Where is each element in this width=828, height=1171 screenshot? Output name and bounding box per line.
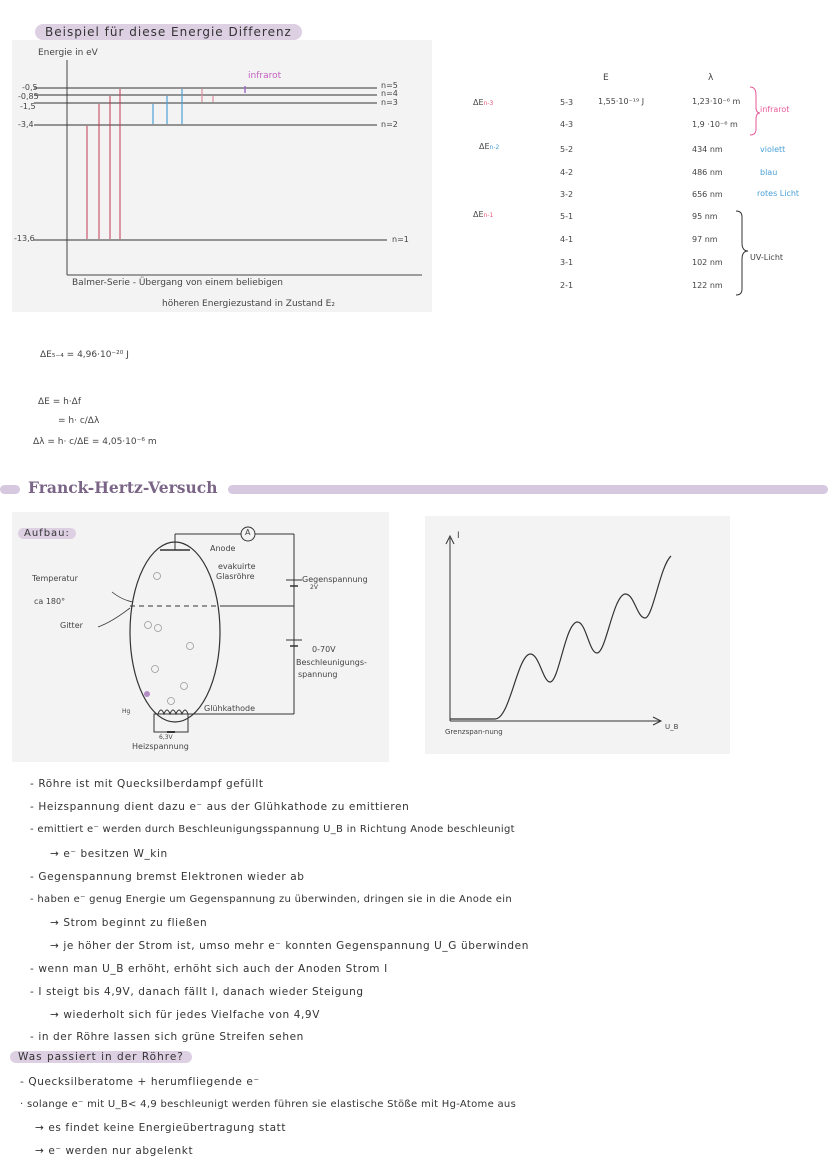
level-value-4: -0,85 (18, 92, 39, 101)
answer-line-3: → e⁻ werden nur abgelenkt (35, 1145, 194, 1157)
glass-tube (130, 542, 220, 722)
row-transition-3: 4-2 (560, 168, 574, 177)
row-transition-0: 5-3 (560, 98, 574, 107)
row-lambda-4: 656 nm (692, 190, 723, 199)
note-line-6: → Strom beginnt zu fließen (50, 917, 208, 929)
row-lambda-5: 95 nm (692, 212, 718, 221)
accel-voltage-label-1: 0-70V (312, 645, 336, 654)
setup-panel (12, 512, 389, 762)
row-lambda-2: 434 nm (692, 145, 723, 154)
note-line-11: - in der Röhre lassen sich grüne Streifen sehen (30, 1031, 304, 1043)
ammeter-label: A (245, 528, 251, 537)
chart-y-label: I (457, 531, 460, 541)
formula-2: ΔE = h·Δf (38, 397, 81, 407)
level-label-3: n=3 (381, 98, 398, 107)
energy-axis-label: Energie in eV (38, 48, 98, 58)
row-lambda-3: 486 nm (692, 168, 723, 177)
infrared-bracket (750, 87, 760, 135)
counter-voltage-label: Gegenspannung (302, 575, 368, 584)
note-line-8: - wenn man U_B erhöht, erhöht sich auch der Anoden Strom I (30, 963, 388, 975)
group-label-n3: ΔEn-3 (473, 98, 494, 107)
note-uv-licht: UV-Licht (750, 253, 784, 262)
level-value-2: -3,4 (18, 120, 34, 129)
mercury-label: Hg (122, 708, 131, 715)
answer-line-0: - Quecksilberatome + herumfliegende e⁻ (20, 1076, 260, 1088)
chart-x-label: U_B (665, 723, 679, 731)
row-lambda-0: 1,23·10⁻⁶ m (692, 97, 741, 106)
level-label-5: n=5 (381, 81, 398, 90)
electron-3 (155, 625, 162, 632)
row-lambda-1: 1,9 ·10⁻⁶ m (692, 120, 738, 129)
row-transition-7: 3-1 (560, 258, 574, 267)
question-heading: Was passiert in der Röhre? (10, 1051, 192, 1063)
note-rotes-licht: rotes Licht (757, 189, 800, 198)
note-line-2: - emittiert e⁻ werden durch Beschleunigungsspannung U_B in Richtung Anode beschleunigt (30, 824, 515, 835)
heater-value: 6,3V (159, 734, 173, 741)
row-energy-0: 1,55·10⁻¹⁹ J (598, 97, 645, 106)
group-label-n1: ΔEn-1 (473, 210, 494, 219)
note-line-10: → wiederholt sich für jedes Vielfache von 4,9V (50, 1009, 320, 1021)
note-infrared: infrarot (760, 105, 790, 114)
temperature-label-1: Temperatur (32, 574, 78, 583)
mercury-atom (144, 691, 150, 697)
level-value-5: -0,5 (22, 83, 38, 92)
note-blau: blau (760, 168, 778, 177)
note-line-5: - haben e⁻ genug Energie um Gegenspannung zu überwinden, dringen sie in die Anode ein (30, 894, 512, 905)
answer-line-1: · solange e⁻ mit U_B< 4,9 beschleunigt werden führen sie elastische Stöße mit Hg-Atome aus (20, 1099, 517, 1110)
note-line-0: - Röhre ist mit Quecksilberdampf gefüllt (30, 778, 264, 790)
formula-4: Δλ = h· c/ΔE = 4,05·10⁻⁶ m (33, 437, 157, 447)
note-line-7: → je höher der Strom ist, umso mehr e⁻ konnten Gegenspannung U_G überwinden (50, 940, 529, 952)
row-lambda-8: 122 nm (692, 281, 723, 290)
energy-level-svg (12, 40, 432, 312)
tube-label-1: evakuirte (218, 562, 256, 571)
setup-label: Aufbau: (18, 528, 76, 539)
energy-example-heading: Beispiel für diese Energie Differenz (35, 24, 302, 40)
note-violett: violett (760, 145, 786, 154)
chart-x-annotation: Grenzspan-nung (445, 728, 503, 736)
section-title: Franck-Hertz-Versuch (28, 478, 218, 497)
formula-1: ΔE₅₋₄ = 4,96·10⁻²⁰ J (40, 350, 129, 360)
franck-hertz-chart-panel (425, 516, 730, 754)
setup-svg (12, 512, 389, 762)
row-transition-5: 5-1 (560, 212, 574, 221)
row-lambda-7: 102 nm (692, 258, 723, 267)
grid-label: Gitter (60, 621, 83, 630)
note-line-1: - Heizspannung dient dazu e⁻ aus der Glühkathode zu emittieren (30, 801, 410, 813)
electron-7 (168, 698, 175, 705)
level-label-2: n=2 (381, 120, 398, 129)
electron-5 (152, 666, 159, 673)
row-transition-8: 2-1 (560, 281, 574, 290)
electron-1 (154, 573, 161, 580)
balmer-caption-1: Balmer-Serie - Übergang von einem beliebigen (72, 278, 283, 288)
uv-bracket (736, 211, 748, 295)
franck-hertz-chart (425, 516, 730, 754)
level-value-3: -1,5 (20, 102, 36, 111)
group-label-n2: ΔEn-2 (479, 142, 500, 151)
heater-label: Heizspannung (132, 742, 189, 751)
section-header (0, 480, 828, 498)
note-line-4: - Gegenspannung bremst Elektronen wieder ab (30, 871, 305, 883)
answer-line-2: → es findet keine Energieübertragung statt (35, 1122, 287, 1134)
level-label-1: n=1 (392, 235, 409, 244)
row-transition-2: 5-2 (560, 145, 574, 154)
electron-6 (181, 683, 188, 690)
temperature-label-2: ca 180° (34, 597, 66, 606)
row-lambda-6: 97 nm (692, 235, 718, 244)
electron-4 (187, 643, 194, 650)
infrared-label: infrarot (248, 71, 282, 81)
col-header-e: E (603, 73, 609, 83)
accel-voltage-label-2: Beschleunigungs- (296, 658, 367, 667)
electron-2 (145, 622, 152, 629)
tube-label-2: Glasröhre (216, 572, 255, 581)
row-transition-4: 3-2 (560, 190, 574, 199)
grid-pointer (98, 608, 130, 627)
note-line-9: - I steigt bis 4,9V, danach fällt I, danach wieder Steigung (30, 986, 364, 998)
table-brackets (730, 85, 760, 305)
row-transition-6: 4-1 (560, 235, 574, 244)
level-value-1: -13,6 (14, 234, 35, 243)
formula-3: = h· c/Δλ (58, 416, 100, 426)
col-header-lambda: λ (708, 73, 714, 83)
anode-label: Anode (210, 544, 236, 553)
counter-voltage-value: 2V (310, 584, 318, 591)
cathode-coil (158, 710, 188, 714)
accel-voltage-label-3: spannung (298, 670, 338, 679)
cathode-label: Glühkathode (204, 704, 256, 713)
temperature-pointer (112, 592, 133, 602)
energy-diagram-panel (12, 40, 432, 312)
note-line-3: → e⁻ besitzen W_kin (50, 848, 168, 860)
current-curve (450, 556, 671, 719)
row-transition-1: 4-3 (560, 120, 574, 129)
level-label-4: n=4 (381, 89, 398, 98)
balmer-caption-2: höheren Energiezustand in Zustand E₂ (162, 299, 335, 309)
